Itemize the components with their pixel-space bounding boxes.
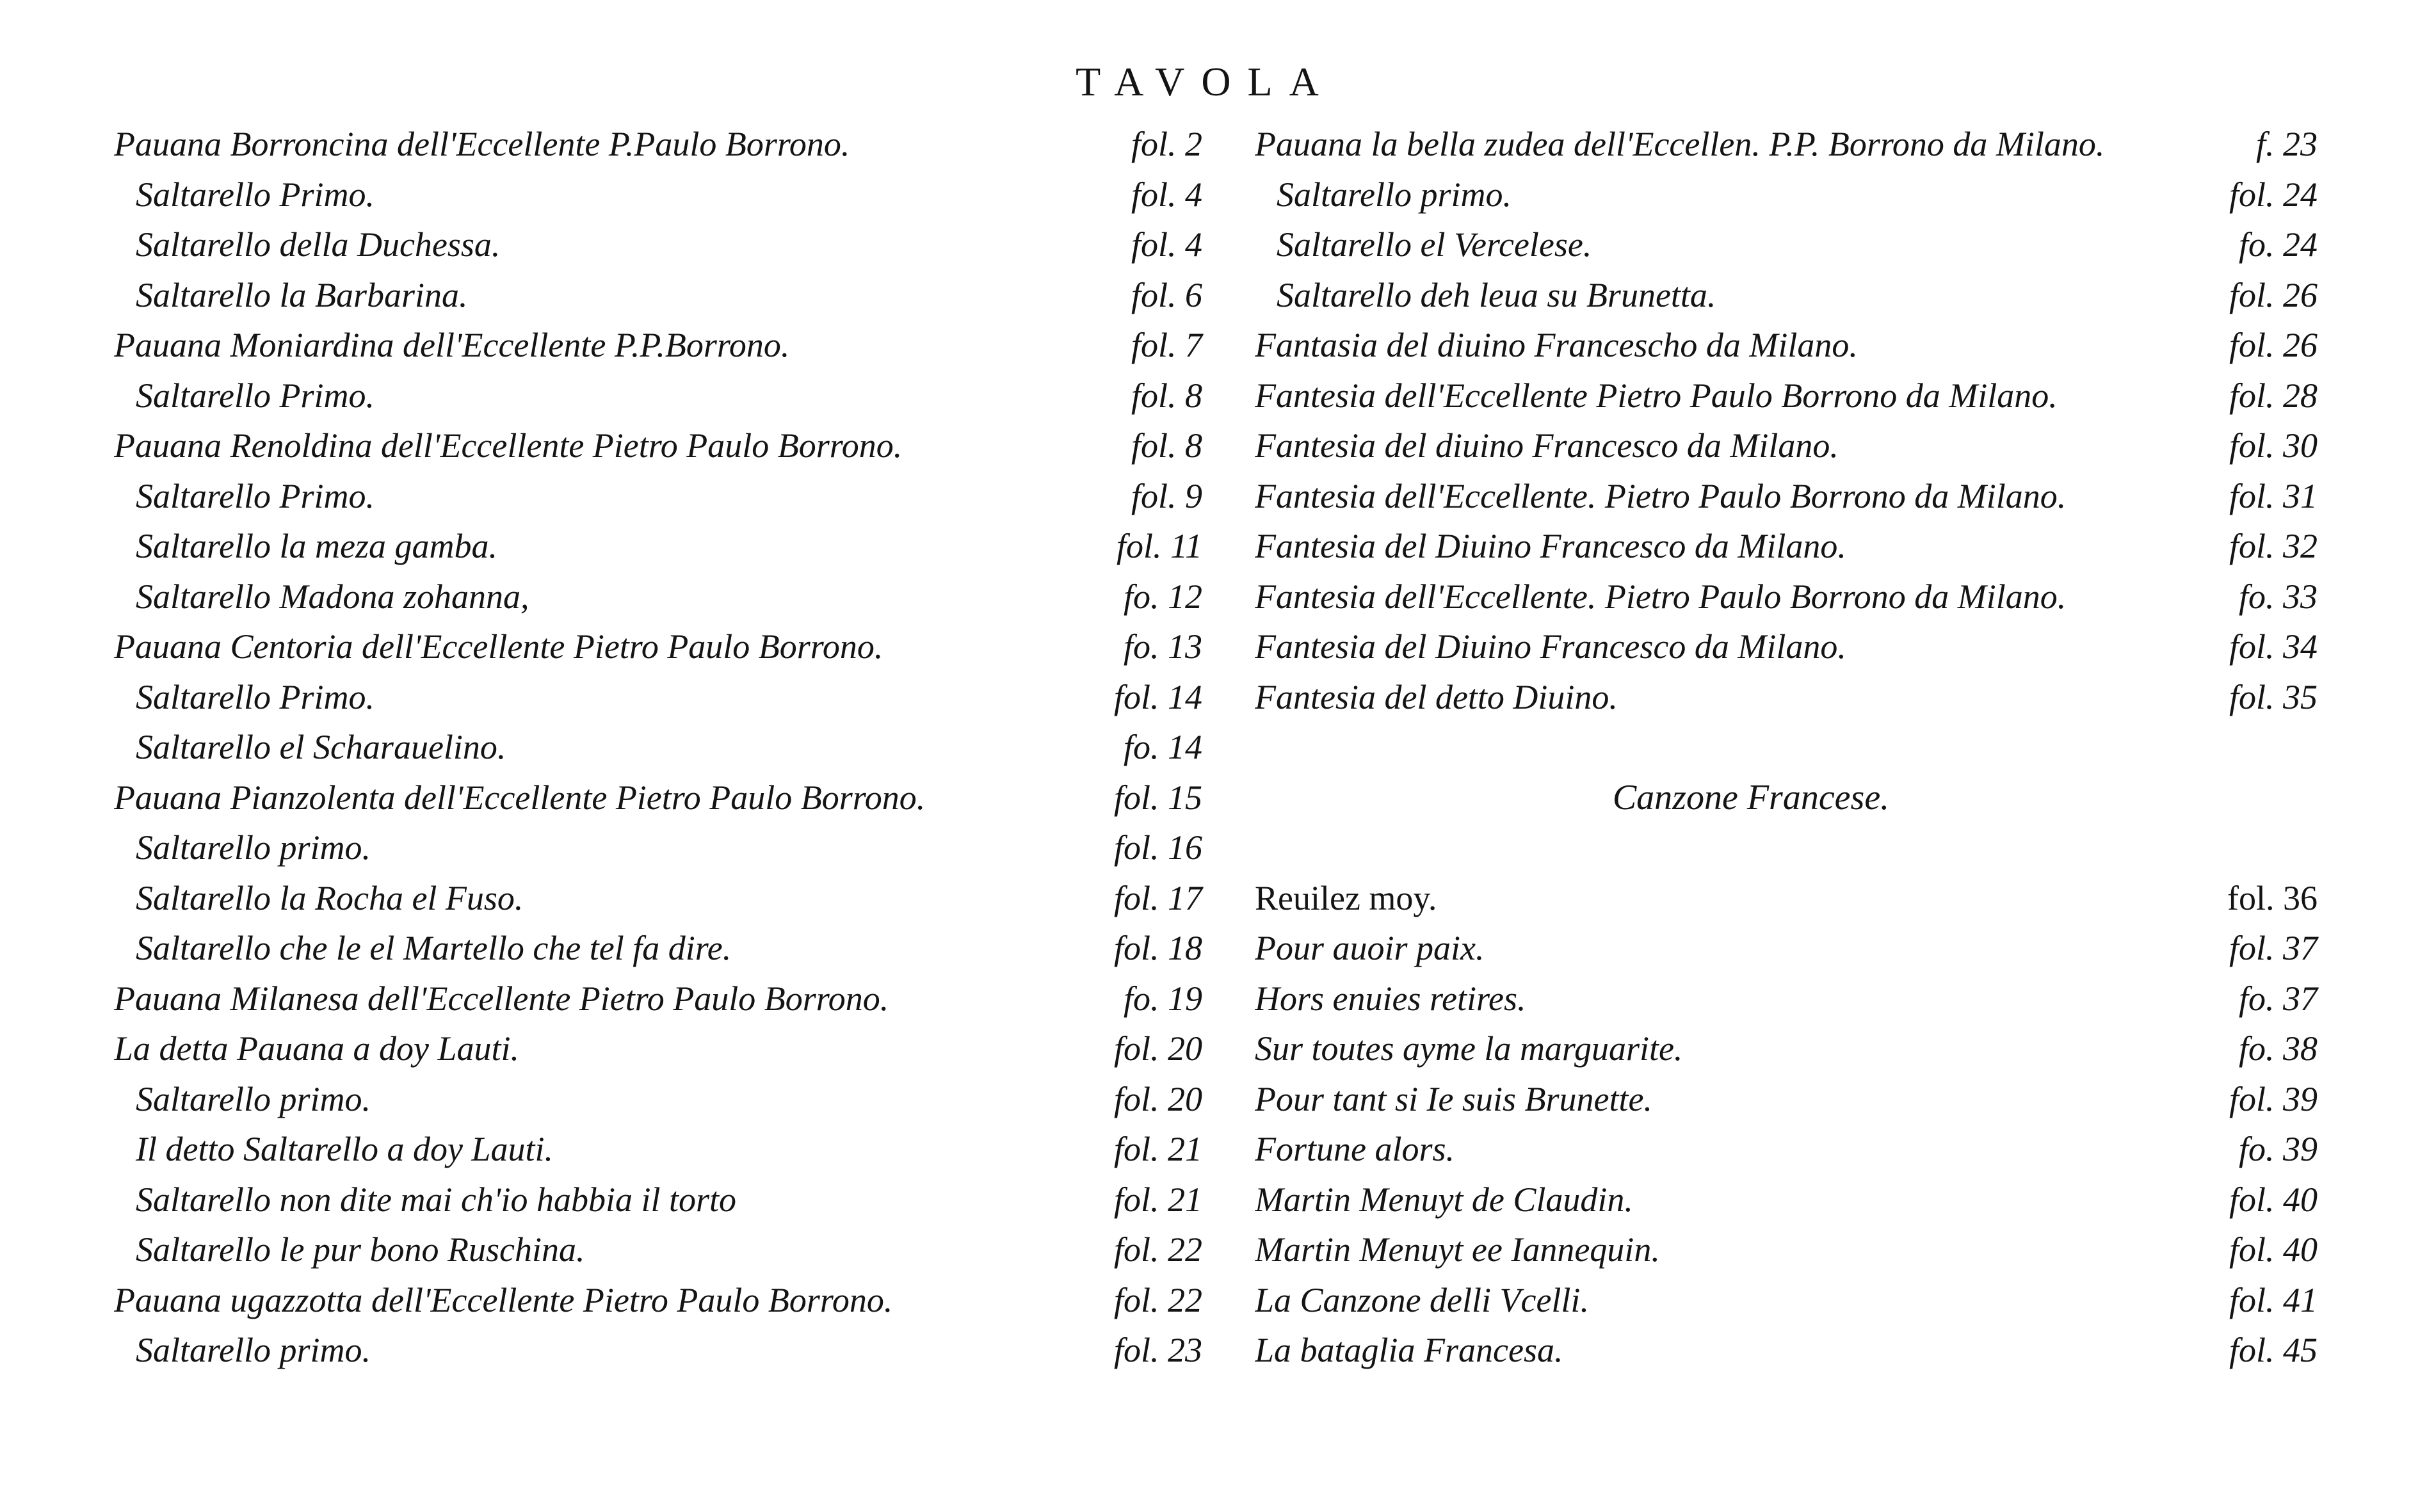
index-right-column xyxy=(1255,119,2318,1376)
entry-title: Pauana la bella zudea dell'Eccellen. P.P. Borrono da Milano. xyxy=(1255,125,2105,164)
entry-folio: fo. 38 xyxy=(2238,1029,2318,1068)
index-entry xyxy=(114,270,1202,321)
index-entry xyxy=(1255,220,2318,270)
entry-folio: f. 23 xyxy=(2255,125,2318,164)
entry-folio: fol. 8 xyxy=(1131,426,1202,465)
entry-folio: fol. 8 xyxy=(1131,376,1202,415)
entry-title: Saltarello della Duchessa. xyxy=(136,225,501,264)
entry-title: Saltarello la Barbarina. xyxy=(136,275,468,314)
index-entry xyxy=(1255,320,2318,371)
entry-title: Pauana ugazzotta dell'Eccellente Pietro Paulo Borrono. xyxy=(114,1280,893,1319)
index-entry xyxy=(1255,471,2318,522)
entry-title: Saltarello Madona zohanna, xyxy=(136,577,529,616)
entry-folio: fol. 4 xyxy=(1131,225,1202,264)
index-entry xyxy=(1255,421,2318,471)
index-entry xyxy=(1255,974,2318,1024)
entry-title: Fantesia del detto Diuino. xyxy=(1255,677,1618,716)
entry-title: Saltarello la Rocha el Fuso. xyxy=(136,878,524,917)
entry-folio: fol. 28 xyxy=(2229,376,2318,415)
index-entry xyxy=(114,1175,1202,1225)
entry-title: Fantesia dell'Eccellente. Pietro Paulo Borrono da Milano. xyxy=(1255,577,2067,616)
index-entry xyxy=(114,170,1202,220)
spacer xyxy=(1255,722,2318,773)
entry-folio: fol. 18 xyxy=(1113,929,1202,968)
entry-title: Saltarello deh leua su Brunetta. xyxy=(1277,275,1716,314)
entry-title: Il detto Saltarello a doy Lauti. xyxy=(136,1130,553,1169)
entry-title: La Canzone delli Vcelli. xyxy=(1255,1280,1589,1319)
index-entry xyxy=(114,722,1202,773)
entry-folio: fo. 12 xyxy=(1123,577,1202,616)
entry-folio: fol. 16 xyxy=(1113,828,1202,867)
entry-title: Pour tant si Ie suis Brunette. xyxy=(1255,1079,1652,1118)
entry-folio: fo. 33 xyxy=(2238,577,2318,616)
index-entry xyxy=(114,773,1202,823)
entry-title: Pauana Moniardina dell'Eccellente P.P.Borrono. xyxy=(114,326,790,365)
index-entry xyxy=(1255,521,2318,572)
index-entry xyxy=(1255,672,2318,723)
entry-folio: fol. 41 xyxy=(2229,1280,2318,1319)
index-entry xyxy=(114,1124,1202,1175)
index-entry xyxy=(1255,622,2318,672)
entry-title: Reuilez moy. xyxy=(1255,878,1437,917)
entry-folio: fol. 7 xyxy=(1131,326,1202,365)
page-title: TAVOLA xyxy=(1076,59,1335,104)
entry-title: Saltarello primo. xyxy=(136,828,371,867)
entry-title: Saltarello Primo. xyxy=(136,376,375,415)
entry-title: Sur toutes ayme la marguarite. xyxy=(1255,1029,1683,1068)
entry-title: La detta Pauana a doy Lauti. xyxy=(114,1029,519,1068)
entry-folio: fol. 9 xyxy=(1131,476,1202,515)
index-entry xyxy=(114,1325,1202,1376)
entry-folio: fol. 30 xyxy=(2229,426,2318,465)
entry-title: Pauana Centoria dell'Eccellente Pietro Paulo Borrono. xyxy=(114,627,883,666)
entry-folio: fol. 14 xyxy=(1113,677,1202,716)
index-entry xyxy=(1255,1225,2318,1275)
entry-folio: fol. 40 xyxy=(2229,1180,2318,1219)
entry-title: Saltarello el Vercelese. xyxy=(1277,225,1592,264)
canzone-heading: Canzone Francese. xyxy=(1612,777,1890,817)
entry-folio: fol. 15 xyxy=(1113,778,1202,817)
index-entry xyxy=(1255,1325,2318,1376)
entry-title: Pauana Pianzolenta dell'Eccellente Pietro Paulo Borrono. xyxy=(114,778,926,817)
index-entry xyxy=(1255,572,2318,622)
entry-folio: fol. 36 xyxy=(2227,878,2318,917)
entry-title: Saltarello che le el Martello che tel fa dire. xyxy=(136,929,732,968)
entry-title: La bataglia Francesa. xyxy=(1255,1331,1563,1370)
entry-folio: fol. 22 xyxy=(1113,1280,1202,1319)
entry-folio: fol. 40 xyxy=(2229,1230,2318,1269)
index-entry xyxy=(114,823,1202,873)
index-entry xyxy=(1255,873,2318,924)
index-entry xyxy=(114,622,1202,672)
entry-title: Fantesia del Diuino Francesco da Milano. xyxy=(1255,627,1846,666)
entry-folio: fol. 17 xyxy=(1113,878,1202,917)
entry-title: Fantesia dell'Eccellente Pietro Paulo Borrono da Milano. xyxy=(1255,376,2058,415)
entry-folio: fol. 34 xyxy=(2229,627,2318,666)
entry-title: Saltarello Primo. xyxy=(136,677,375,716)
entry-title: Saltarello Primo. xyxy=(136,175,375,214)
index-entry xyxy=(1255,923,2318,974)
index-entry xyxy=(1255,270,2318,321)
entry-folio: fol. 11 xyxy=(1117,527,1202,566)
entry-title: Pour auoir paix. xyxy=(1255,929,1485,968)
entry-title: Saltarello non dite mai ch'io habbia il torto xyxy=(136,1180,737,1219)
entry-title: Martin Menuyt de Claudin. xyxy=(1255,1180,1633,1219)
index-entry xyxy=(1255,1175,2318,1225)
entry-folio: fol. 37 xyxy=(2229,929,2318,968)
entry-title: Saltarello primo. xyxy=(1277,175,1512,214)
entry-folio: fol. 2 xyxy=(1131,125,1202,164)
index-entry xyxy=(114,974,1202,1024)
index-entry xyxy=(1255,1275,2318,1326)
entry-folio: fol. 21 xyxy=(1113,1130,1202,1169)
index-entry xyxy=(114,923,1202,974)
entry-folio: fol. 20 xyxy=(1113,1079,1202,1118)
entry-folio: fol. 6 xyxy=(1131,275,1202,314)
index-entry xyxy=(114,873,1202,924)
index-entry xyxy=(114,220,1202,270)
index-entry xyxy=(114,371,1202,421)
entry-folio: fol. 31 xyxy=(2229,476,2318,515)
index-entry xyxy=(114,119,1202,170)
index-entry xyxy=(1255,1124,2318,1175)
entry-folio: fol. 45 xyxy=(2229,1331,2318,1370)
entry-title: Fantesia dell'Eccellente. Pietro Paulo Borrono da Milano. xyxy=(1255,476,2067,515)
entry-folio: fol. 32 xyxy=(2229,527,2318,566)
entry-folio: fol. 26 xyxy=(2229,326,2318,365)
index-entry xyxy=(114,672,1202,723)
entry-folio: fo. 24 xyxy=(2238,225,2318,264)
spacer xyxy=(1255,823,2318,873)
entry-folio: fol. 20 xyxy=(1113,1029,1202,1068)
index-entry xyxy=(1255,371,2318,421)
entry-folio: fol. 35 xyxy=(2229,677,2318,716)
entry-folio: fo. 19 xyxy=(1123,979,1202,1018)
entry-title: Pauana Borroncina dell'Eccellente P.Paulo Borrono. xyxy=(114,125,850,164)
entry-title: Fantesia del diuino Francesco da Milano. xyxy=(1255,426,1839,465)
index-entry xyxy=(1255,170,2318,220)
entry-title: Saltarello Primo. xyxy=(136,476,375,515)
entry-folio: fo. 13 xyxy=(1123,627,1202,666)
index-entry xyxy=(114,1275,1202,1326)
entry-folio: fo. 39 xyxy=(2238,1130,2318,1169)
index-left-column xyxy=(114,119,1202,1376)
index-entry xyxy=(114,421,1202,471)
entry-title: Saltarello primo. xyxy=(136,1079,371,1118)
index-entry xyxy=(1255,1074,2318,1125)
entry-folio: fo. 37 xyxy=(2238,979,2318,1018)
index-entry xyxy=(114,572,1202,622)
entry-title: Pauana Milanesa dell'Eccellente Pietro Paulo Borrono. xyxy=(114,979,889,1018)
index-entry xyxy=(114,521,1202,572)
entry-title: Fantesia del Diuino Francesco da Milano. xyxy=(1255,527,1846,566)
entry-folio: fo. 14 xyxy=(1123,728,1202,767)
index-entry xyxy=(114,471,1202,522)
entry-title: Hors enuies retires. xyxy=(1255,979,1526,1018)
entry-title: Fantasia del diuino Franceschо da Milano. xyxy=(1255,326,1858,365)
index-entry xyxy=(114,320,1202,371)
index-entry xyxy=(114,1225,1202,1275)
index-entry xyxy=(1255,119,2318,170)
entry-title: Saltarello la meza gamba. xyxy=(136,527,497,566)
entry-title: Martin Menuyt ee Iannequin. xyxy=(1255,1230,1660,1269)
index-entry xyxy=(114,1074,1202,1125)
index-entry xyxy=(1255,1024,2318,1074)
index-entry xyxy=(114,1024,1202,1074)
entry-title: Pauana Renoldina dell'Eccellente Pietro Paulo Borrono. xyxy=(114,426,903,465)
entry-title: Saltarello primo. xyxy=(136,1331,371,1370)
entry-title: Fortune alors. xyxy=(1255,1130,1455,1169)
entry-folio: fol. 23 xyxy=(1113,1331,1202,1370)
entry-folio: fol. 4 xyxy=(1131,175,1202,214)
entry-title: Saltarello el Scharauelino. xyxy=(136,728,506,767)
entry-title: Saltarello le pur bono Ruschina. xyxy=(136,1230,585,1269)
entry-folio: fol. 24 xyxy=(2229,175,2318,214)
entry-folio: fol. 21 xyxy=(1113,1180,1202,1219)
entry-folio: fol. 39 xyxy=(2229,1079,2318,1118)
entry-folio: fol. 22 xyxy=(1113,1230,1202,1269)
entry-folio: fol. 26 xyxy=(2229,275,2318,314)
